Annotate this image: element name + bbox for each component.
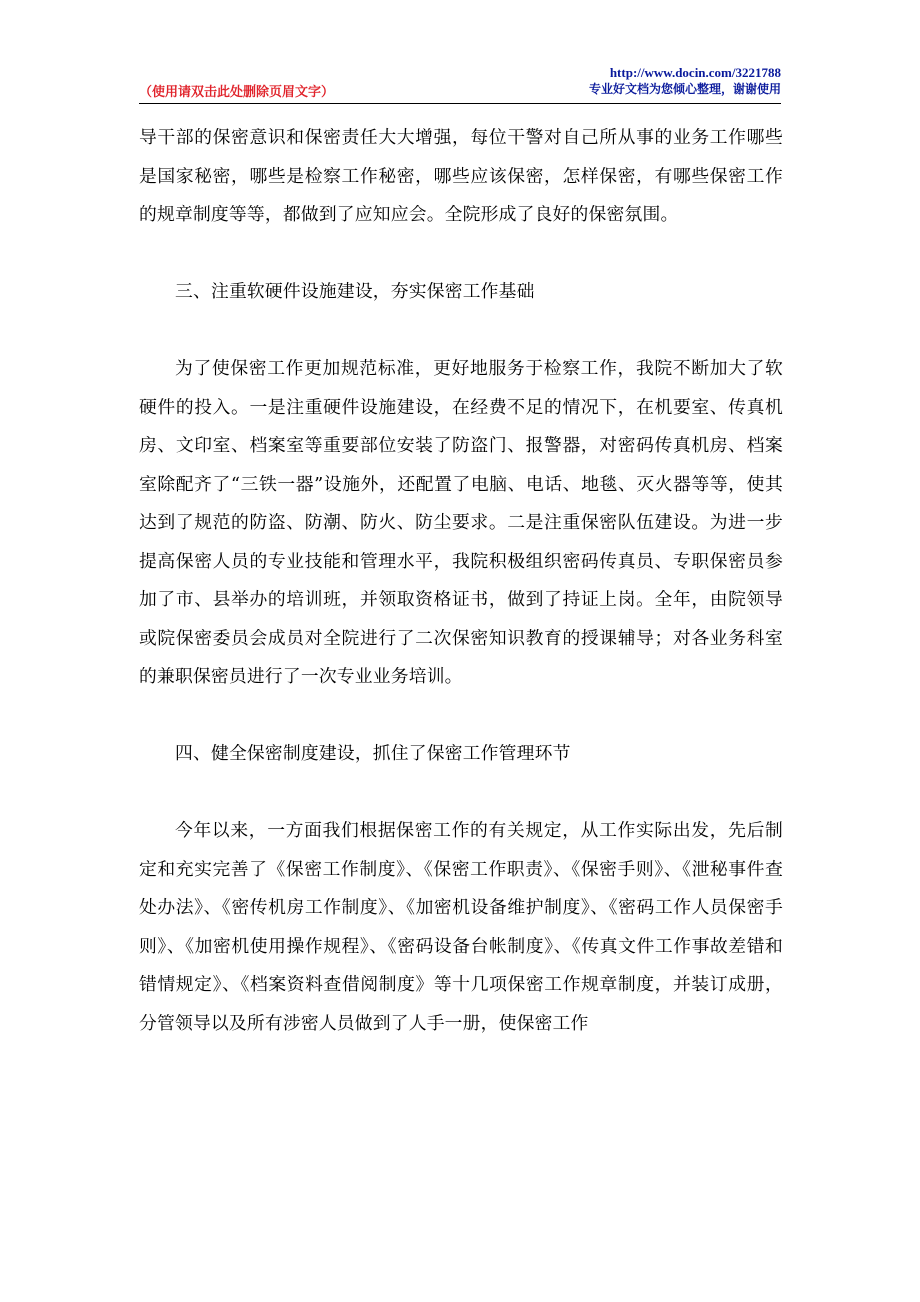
header-divider	[139, 103, 781, 104]
section-heading-3: 三、注重软硬件设施建设，夯实保密工作基础	[175, 281, 535, 302]
paragraph-gap	[139, 697, 783, 736]
paragraph-gap	[139, 774, 783, 813]
header-url-link[interactable]: http://www.docin.com/3221788	[609, 65, 781, 80]
header-right-block	[589, 64, 781, 98]
paragraph-section-3: 为了使保密工作更加规范标准，更好地服务于检察工作，我院不断加大了软硬件的投入。一是注重硬件设施建设，在经费不足的情况下，在机要室、传真机房、文印室、档案室等重要部位安装了防盗门、报警器，对密码传真机房、档案室除配齐了“三铁一器”设施外，还配置了电脑、电话、地毯、灭火器等等，使其达到了规范的防盗、防潮、防火、防尘要求。二是注重保密队伍建设。为进一步提高保密人员的专业技能和管理水平，我院积极组织密码传真员、专职保密员参加了市、县举办的培训班，并领取资格证书，做到了持证上岗。全年，由院领导或院保密委员会成员对全院进行了二次保密知识教育的授课辅导；对各业务科室的兼职保密员进行了一次专业业务培训。	[139, 358, 783, 687]
paragraph-section-4: 今年以来，一方面我们根据保密工作的有关规定，从工作实际出发，先后制定和充实完善了《保密工作制度》、《保密工作职责》、《保密手则》、《泄秘事件查处办法》、《密传机房工作制度》、《加密机设备维护制度》、《密码工作人员保密手则》、《加密机使用操作规程》、《密码设备台帐制度》、《传真文件工作事故差错和错情规定》、《档案资料查借阅制度》等十几项保密工作规章制度，并装订成册，分管领导以及所有涉密人员做到了人手一册，使保密工作	[139, 820, 783, 1034]
header-delete-note: （使用请双击此处删除页眉文字）	[139, 85, 335, 100]
section-heading-4: 四、健全保密制度建设，抓住了保密工作管理环节	[175, 743, 571, 764]
header-tagline: 专业好文档为您倾心整理，谢谢使用	[588, 82, 781, 96]
paragraph-continuation: 导干部的保密意识和保密责任大大增强，每位干警对自己所从事的业务工作哪些是国家秘密，哪些是检察工作秘密，哪些应该保密，怎样保密，有哪些保密工作的规章制度等等，都做到了应知应会。全院形成了良好的保密氛围。	[139, 127, 783, 225]
paragraph-gap	[139, 312, 783, 351]
document-body	[139, 119, 783, 1043]
page-header	[139, 64, 781, 102]
paragraph-gap	[139, 235, 783, 274]
